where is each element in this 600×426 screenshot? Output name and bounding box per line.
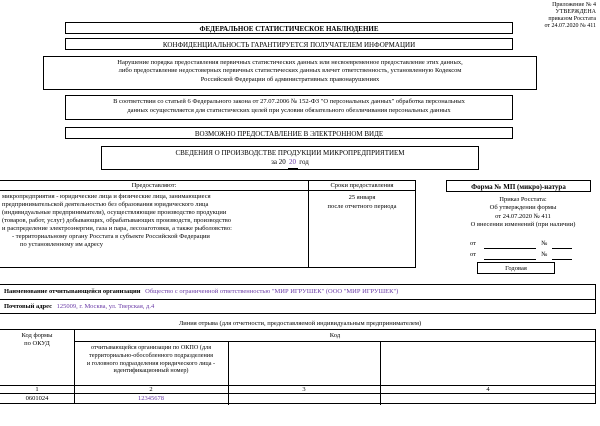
order-no-field-2[interactable] <box>552 251 572 260</box>
appendix-line1: Приложение № 4 <box>552 2 596 8</box>
electronic-box <box>65 127 513 139</box>
appendix-line4: от 24.07.2020 № 411 <box>544 22 596 29</box>
appendix-line3: приказом Росстата <box>548 15 596 22</box>
form-title: Форма № МП (микро)-натура <box>471 183 566 191</box>
who-line1: микропредприятия - юридические лица и физические лица, занимающиеся <box>2 193 211 200</box>
col-num-3: 3 <box>302 386 306 393</box>
order-line1: Об утверждении формы <box>489 204 557 212</box>
report-title-box <box>101 146 479 170</box>
org-name-value[interactable]: Общество с ограниченной ответственностью "МИР ИГРУШЕК" (ООО "МИР ИГРУШЕК") <box>145 288 399 295</box>
org-name-row <box>4 288 594 296</box>
submit-who <box>2 193 306 248</box>
col3-value[interactable] <box>228 395 380 404</box>
org-name-label: Наименование отчитывающейся организации <box>4 288 141 295</box>
submit-table <box>0 180 416 268</box>
report-period <box>102 158 478 168</box>
order-line2: от 24.07.2020 № 411 <box>495 212 551 220</box>
law-line1: В соответствии со статьей 6 Федерального закона от 27.07.2006 № 152-ФЗ "О персональных данных" обработка персональных <box>113 98 465 105</box>
okpo-header <box>74 344 228 375</box>
col-num-1: 1 <box>35 386 39 393</box>
period-text: Годовая <box>505 265 527 272</box>
col-num-4: 4 <box>486 386 490 393</box>
okpo-line1: отчитывающейся организации по ОКПО (для <box>90 344 212 351</box>
org-address-value[interactable]: 125009, г. Москва, ул. Тверская, д.4 <box>56 303 155 310</box>
warning-box <box>43 56 537 90</box>
order-no-field-1[interactable] <box>552 240 572 249</box>
okpo-value[interactable]: 12345678 <box>138 395 164 402</box>
tear-line: Линия отрыва (для отчетности, предоставляемой индивидуальным предпринимателем) <box>178 320 422 327</box>
deadline-line1: 25 января <box>348 194 376 201</box>
submit-col2-header: Сроки предоставления <box>330 182 394 189</box>
survey-title: ФЕДЕРАЛЬНОЕ СТАТИСТИЧЕСКОЕ НАБЛЮДЕНИЕ <box>199 25 379 33</box>
period-box <box>477 262 555 274</box>
okpo-line4: идентификационный номер) <box>113 367 189 375</box>
org-address-row <box>4 303 594 311</box>
report-for: за 20 <box>271 158 286 167</box>
warning-line3: Российской Федерации об административных правонарушениях <box>200 75 380 83</box>
from-date-field-1[interactable] <box>484 240 536 249</box>
who-line5: и распределение электроэнергии, газа и пара, лесозаготовки, а также рыболовство: <box>2 224 232 232</box>
okpo-line3: и головного подразделения юридического лица - <box>86 359 216 367</box>
okud-header-line1: Код формы <box>21 332 53 339</box>
okud-header <box>0 332 74 349</box>
submit-deadline <box>308 194 416 212</box>
report-title: СВЕДЕНИЯ О ПРОИЗВОДСТВЕ ПРОДУКЦИИ МИКРОПРЕДПРИЯТИЕМ <box>175 149 405 157</box>
deadline-line2: после отчетного периода <box>327 202 397 210</box>
code-header: Код <box>329 332 341 339</box>
electronic-text: ВОЗМОЖНО ПРЕДОСТАВЛЕНИЕ В ЭЛЕКТРОННОМ ВИДЕ <box>194 130 384 138</box>
appendix-block <box>506 2 596 30</box>
no-label: № <box>541 251 548 258</box>
codes-table <box>0 329 596 404</box>
confidential-text: КОНФИДЕНЦИАЛЬНОСТЬ ГАРАНТИРУЕТСЯ ПОЛУЧАТЕЛЕМ ИНФОРМАЦИИ <box>162 41 416 49</box>
who-line6: - территориальному органу Росстата в субъекте Российской Федерации <box>12 232 210 240</box>
report-year[interactable]: 20 <box>288 158 298 168</box>
law-box <box>65 95 513 120</box>
okud-value[interactable]: 0601024 <box>25 395 49 402</box>
from-label: от <box>470 251 477 258</box>
org-address-label: Почтовый адрес <box>4 303 52 310</box>
confidential-box <box>65 38 513 50</box>
warning-line1: Нарушение порядка предоставления первичных статистических данных или несвоевременное предоставление этих данных, <box>117 59 463 66</box>
who-line7: по установленному им адресу <box>20 240 103 248</box>
form-title-box <box>446 180 591 192</box>
order-ref-row-2 <box>470 251 600 260</box>
order-ref-row-1 <box>470 240 600 249</box>
col-num-2: 2 <box>149 386 153 393</box>
order-line3: О внесении изменений (при наличии) <box>470 221 576 229</box>
who-line2: предпринимательской деятельностью без образования юридического лица <box>2 200 209 208</box>
survey-title-box <box>65 22 513 34</box>
law-line2: данных осуществляется для статистических целей при условии обязательного обезличивания персональных данных <box>127 106 451 114</box>
org-box <box>0 284 596 314</box>
okud-header-line2: по ОКУД <box>24 340 50 348</box>
order-block <box>446 196 600 230</box>
submit-col1-header: Предоставляют: <box>131 182 177 189</box>
who-line4: (товаров, работ, услуг) добывающих, обрабатывающих производств, производство <box>2 216 231 224</box>
no-label: № <box>541 240 548 247</box>
okpo-line2: территориально-обособленного подразделения <box>89 351 213 359</box>
from-label: от <box>470 240 477 247</box>
who-line3: (индивидуальные предприниматели), осуществляющие производство продукции <box>2 208 227 216</box>
order-label: Приказ Росстата: <box>499 196 547 203</box>
from-date-field-2[interactable] <box>484 251 536 260</box>
col4-value[interactable] <box>380 395 596 404</box>
appendix-line2: УТВЕРЖДЕНА <box>555 8 596 15</box>
warning-line2: либо предоставление недостоверных первичных статистических данных влечет ответственность, установленную Кодексом <box>118 67 462 75</box>
report-year-suffix: год <box>299 158 309 167</box>
